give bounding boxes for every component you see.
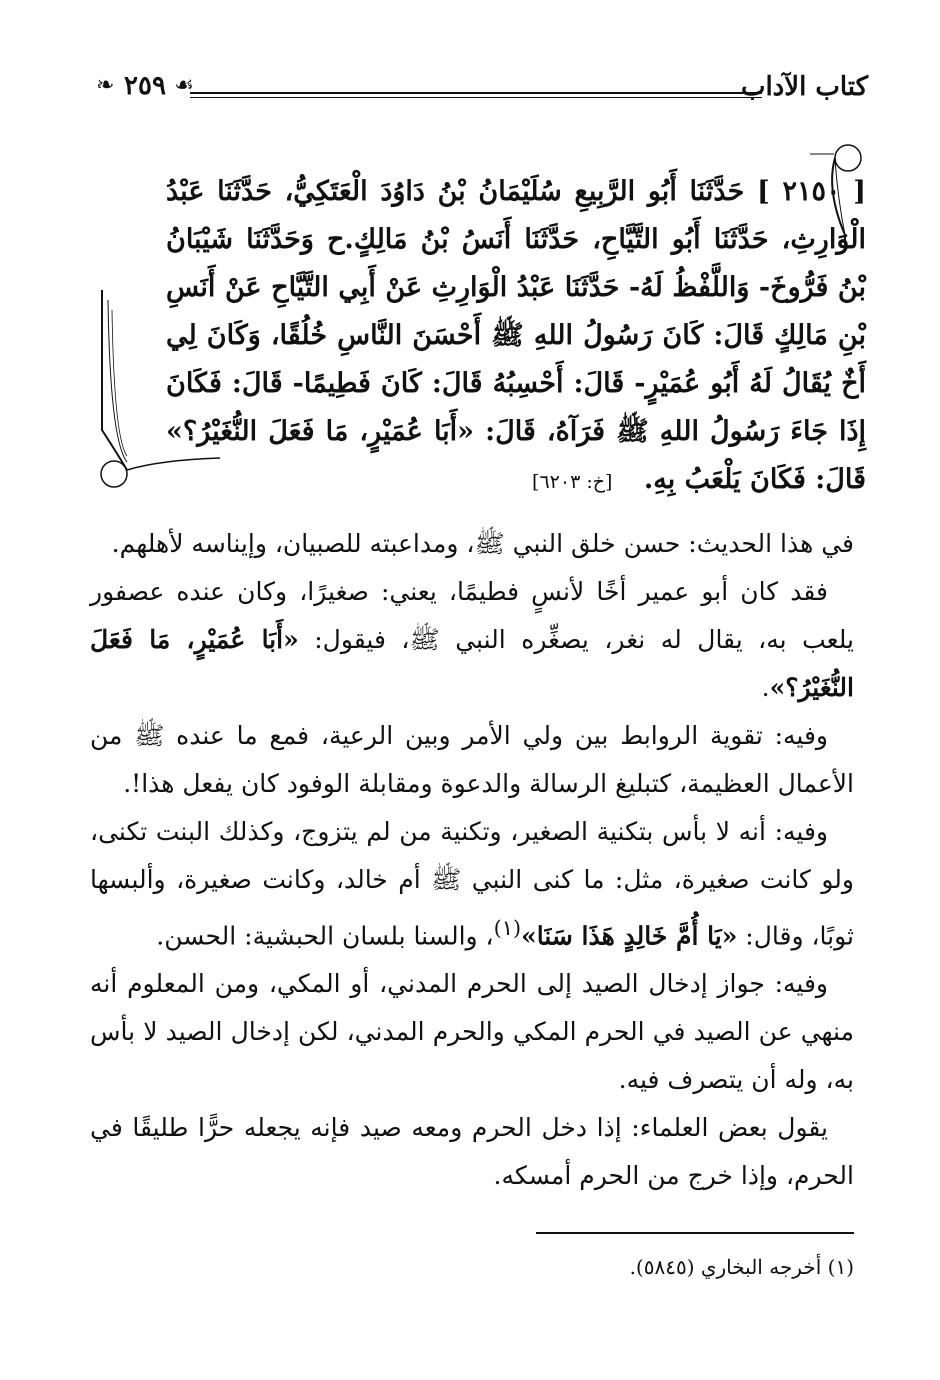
footnote-rule: [536, 1232, 854, 1234]
commentary-paragraph: [90, 568, 854, 712]
right-ornament-icon: ☙: [174, 73, 194, 98]
hadith-reference: [خ: ٦٢٠٣]: [532, 471, 613, 493]
hadith-number: [ ٢١٥٠ ]: [757, 176, 866, 207]
footnote-marker: (١): [493, 916, 522, 940]
page-number: ٢٥٩: [124, 71, 166, 101]
commentary-paragraph: في هذا الحديث: حسن خلق النبي ﷺ، ومداعبته للصبيان، وإيناسه لأهلهم.: [111, 529, 854, 558]
commentary-text: وفيه: أنه لا بأس بتكنية الصغير، وتكنية من لم يتزوج، وكذلك البنت تكنى، ولو كانت صغيرة، مثل: ما كنى النبي ﷺ أم خالد، وكانت صغيرة، وألبسها ثوبًا، وقال:: [90, 817, 854, 951]
footnote: (١) أخرجه البخاري (٥٨٤٥).: [629, 1255, 854, 1279]
left-ornament-icon: ❧: [96, 73, 115, 98]
commentary-text: .: [761, 673, 770, 702]
hadith-text: حَدَّثَنَا أَبُو الرَّبِيعِ سُلَيْمَانُ بْنُ دَاوُدَ الْعَتَكِيُّ، حَدَّثَنَا عَبْدُ الْوَارِثِ، حَدَّثَنَا أَبُو التَّيَّاحِ، حَدَّثَنَا أَنَسُ بْنُ مَالِكٍ.ح وَحَدَّثَنَا شَيْبَانُ بْنُ فَرُّوخَ- وَاللَّفْظُ لَهُ- حَدَّثَنَا عَبْدُ الْوَارِثِ عَنْ أَبِي التَّيَّاحِ عَنْ أَنَسِ بْنِ مَالِكٍ قَالَ: كَانَ رَسُولُ اللهِ ﷺ أَحْسَنَ النَّاسِ خُلُقًا، وَكَانَ لِي أَخٌ يُقَالُ لَهُ أَبُو عُمَيْرٍ- قَالَ: أَحْسِبُهُ قَالَ: كَانَ فَطِيمًا- قَالَ: فَكَانَ إِذَا جَاءَ رَسُولُ اللهِ ﷺ فَرَآهُ، قَالَ: «أَبَا عُمَيْرٍ، مَا فَعَلَ النُّغَيْرُ؟» قَالَ: فَكَانَ يَلْعَبُ بِهِ.: [166, 176, 866, 495]
commentary-paragraph: وفيه: جواز إدخال الصيد إلى الحرم المدني، أو المكي، ومن المعلوم أنه منهي عن الصيد في الحرم المكي والحرم المدني، لكن إدخال الصيد لا بأس به، وله أن يتصرف فيه.: [90, 969, 854, 1095]
commentary-text: فقد كان أبو عمير أخًا لأنسٍ فطيمًا، يعني: صغيرًا، وكان عنده عصفور يلعب به، يقال له نغر، يصغِّره النبي ﷺ، فيقول:: [90, 577, 854, 654]
header-rule: [190, 92, 762, 94]
hadith-block: [166, 168, 866, 506]
commentary-paragraph: وفيه: تقوية الروابط بين ولي الأمر وبين الرعية، فمع ما عنده ﷺ من الأعمال العظيمة، كتبليغ الرسالة والدعوة ومقابلة الوفود كان يفعل هذا!.: [90, 721, 854, 798]
commentary-text: ، والسنا بلسان الحبشية: الحسن.: [156, 921, 494, 951]
page-number-box: [96, 62, 194, 110]
hadith-quote: «يَا أُمَّ خَالِدٍ هَذَا سَنَا»: [521, 921, 738, 951]
commentary-paragraph: [90, 808, 854, 960]
commentary-paragraph: يقول بعض العلماء: إذا دخل الحرم ومعه صيد فإنه يجعله حرًّا طليقًا في الحرم، وإذا خرج من الحرم أمسكه.: [90, 1113, 854, 1191]
hadith-quote: «أَبَا عُمَيْرٍ، مَا فَعَلَ النُّغَيْرُ؟»: [90, 625, 854, 702]
commentary: [90, 520, 854, 1200]
running-title: كتاب الآداب: [740, 72, 868, 102]
